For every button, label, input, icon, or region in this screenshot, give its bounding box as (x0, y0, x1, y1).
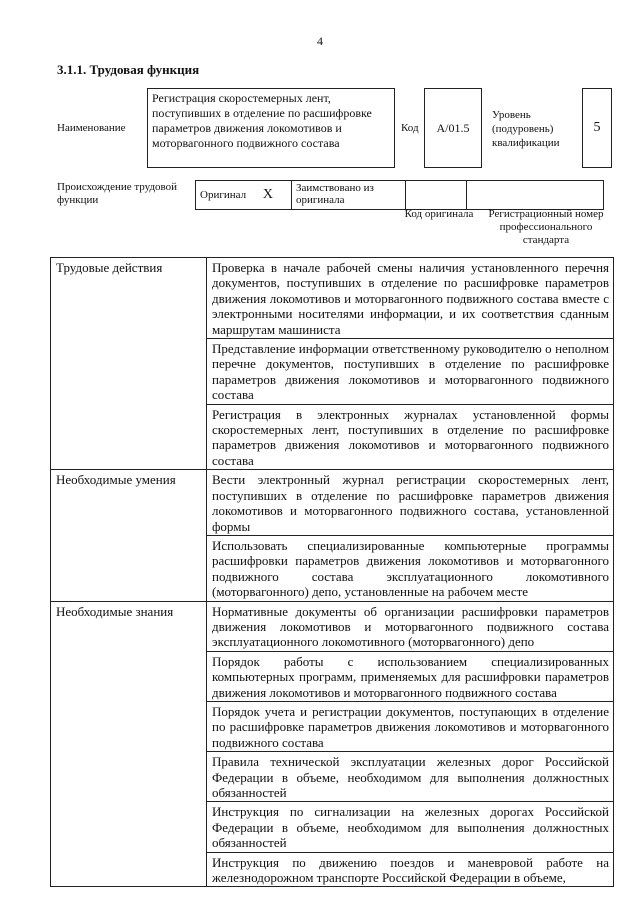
table-row (51, 601, 614, 651)
code-label: Код (401, 122, 419, 134)
table-row (51, 258, 614, 339)
value-cell: Нормативные документы об организации расшифровки параметров движения локомотивов и моторвагонного подвижного состава эксплуатационного локомотивного (моторвагонного) депо (207, 601, 614, 651)
name-label: Наименование (57, 122, 126, 134)
value-cell: Представление информации ответственному руководителю о неполном перечне документов, поступивших в отделение по расшифровке параметров движения локомотивов и моторвагонного подвижного состава (207, 339, 614, 405)
origin-table (195, 180, 604, 210)
name-value-box: Регистрация скоростемерных лент, поступивших в отделение по расшифровке параметров движения локомотивов и моторвагонного подвижного состава (147, 88, 395, 168)
level-label: Уровень (подуровень) квалификации (492, 109, 560, 149)
category-cell: Необходимые знания (51, 601, 207, 887)
origin-original-mark: X (262, 187, 273, 202)
page-number: 4 (317, 34, 323, 48)
section-title: 3.1.1. Трудовая функция (57, 62, 200, 77)
category-cell: Необходимые умения (51, 470, 207, 601)
origin-label: Происхождение трудовой функции (57, 181, 178, 206)
function-table (50, 257, 614, 887)
value-cell: Использовать специализированные компьютерные программы расшифровки параметров движения локомотивов и моторвагонного подвижного состава эксплуатационного локомотивного (моторвагонного) депо, установленные на рабочем месте (207, 535, 614, 601)
origin-borrowed-cell: Заимствовано из оригинала (292, 181, 406, 210)
value-cell: Порядок работы с использованием специализированных компьютерных программ, применяемых для расшифровки параметров движения локомотивов и моторвагонного подвижного состава (207, 651, 614, 701)
level-value-box: 5 (582, 88, 612, 168)
origin-row (196, 181, 604, 210)
table-row (51, 470, 614, 536)
value-cell: Регистрация в электронных журналах установленной формы скоростемерных лент, поступивших в отделение по расшифровке параметров движения локомотивов и моторвагонного подвижного состава (207, 404, 614, 470)
category-cell: Трудовые действия (51, 258, 207, 470)
value-cell: Проверка в начале рабочей смены наличия установленного перечня документов, поступивших в отделение по расшифровке параметров движения локомотивов и моторвагонного подвижного состава вместе с электронными носителями информации, и их соответствия сданным маршрутам машиниста (207, 258, 614, 339)
value-cell: Вести электронный журнал регистрации скоростемерных лент, поступивших в отделение по расшифровке параметров движения локомотивов и моторвагонного подвижного состава, установленной формы (207, 470, 614, 536)
origin-original-cell (196, 181, 292, 210)
value-cell: Правила технической эксплуатации железных дорог Российской Федерации в объеме, необходимом для выполнения должностных обязанностей (207, 752, 614, 802)
value-cell: Инструкция по движению поездов и маневровой работе на железнодорожном транспорте Российской Федерации в объеме, (207, 852, 614, 887)
origin-reg-cell (467, 181, 604, 210)
origin-code-caption: Код оригинала (404, 208, 474, 220)
value-cell: Порядок учета и регистрации документов, поступающих в отделение по расшифровке параметров движения локомотивов и моторвагонного подвижного состава (207, 701, 614, 751)
origin-original-label: Оригинал (200, 189, 247, 201)
value-cell: Инструкция по сигнализации на железных дорогах Российской Федерации в объеме, необходимом для выполнения должностных обязанностей (207, 802, 614, 852)
code-value-box: А/01.5 (424, 88, 482, 168)
origin-code-cell (406, 181, 467, 210)
origin-reg-caption: Регистрационный номер профессионального стандарта (488, 208, 604, 246)
